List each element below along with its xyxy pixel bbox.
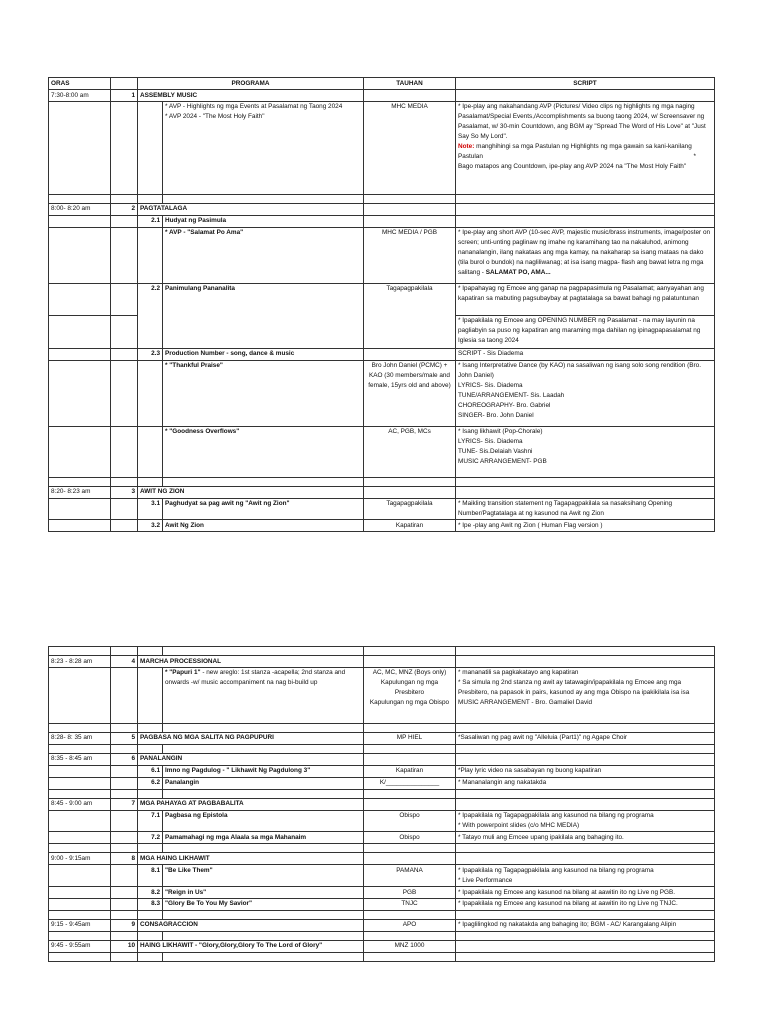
program-table-top: [48, 77, 715, 532]
script-cell: * Ipaglilingkod ng nakatakda ang bahaging ito; BGM - AC/ Karangalang Alipin: [456, 919, 715, 931]
item-number: 2: [111, 203, 138, 215]
script-cell: * Tatayo muli ang Emcee upang ipakilala ang bahaging ito.: [456, 832, 715, 844]
script-line: * Ipe-play ang nakahandang AVP (Pictures/ Video clips ng highlights ng mga naging Pasalamat/Special Events,/Accomplishments sa buong taong 2024, w/ Screensaver ng Pasalamat, w/ 30-min Countdown, ang BGM ay "Spread The Word of His Love" at "Just Say So My Lord".: [458, 103, 706, 141]
script-cell: * Ipapakilala ng Emcee ang kasunod na bilang at aawitin ito ng Live ng TNJC.: [456, 898, 715, 910]
tauhan-cell: PAMANA: [364, 865, 456, 887]
blank-row: [49, 952, 715, 961]
table-row: [49, 227, 715, 283]
script-line: * Isang Interpretative Dance (by KAO) na sasaliwan ng isang solo song rendition (Bro. John Daniel): [458, 362, 701, 380]
time-cell: 8:00- 8:20 am: [49, 203, 111, 215]
sub-title: "Glory Be To You My Savior": [163, 898, 364, 910]
table-row: [49, 832, 715, 844]
time-cell: 9:00 - 9:15am: [49, 853, 111, 865]
header-blank: [111, 78, 138, 90]
section-title: PANALANGIN: [138, 753, 364, 765]
blank-row: [49, 723, 715, 732]
tauhan-cell: MP HIEL: [364, 732, 456, 744]
sub-title: Paghudyat sa pag awit ng "Awit ng Zion": [163, 498, 364, 520]
subsection-row: [49, 348, 715, 360]
sub-number: 7.1: [138, 810, 163, 832]
program-bold: * "Papuri 1": [165, 669, 201, 677]
table-row: [49, 810, 715, 832]
sub-title: Imno ng Pagdulog - " Likhawit Ng Pagdulong 3": [163, 765, 364, 777]
item-number: 4: [111, 656, 138, 668]
section-row: [49, 940, 715, 952]
item-number: 10: [111, 940, 138, 952]
tauhan-cell: Kapatiran: [364, 520, 456, 532]
tauhan-cell: PGB: [364, 887, 456, 899]
item-number: 9: [111, 919, 138, 931]
script-bold: SALAMAT PO, AMA...: [483, 268, 551, 276]
note-label: Note:: [458, 143, 475, 151]
blank-row: [49, 844, 715, 853]
script-line: LYRICS- Sis. Diadema: [458, 438, 523, 446]
subsection-row: [49, 215, 715, 227]
header-programa: PROGRAMA: [138, 78, 364, 90]
sub-title: Production Number - song, dance & music: [163, 348, 364, 360]
tauhan-line: Kapulungan ng mga Obispo: [369, 699, 450, 707]
header-script: SCRIPT: [456, 78, 715, 90]
script-cell: [456, 426, 715, 477]
tauhan-line: Kapulungan ng mga Presbitero: [380, 679, 439, 697]
item-number: 5: [111, 732, 138, 744]
script-line: CHOREOGRAPHY- Bro. Gabriel: [458, 401, 551, 409]
script-line: * Live Performance: [458, 876, 513, 884]
section-title: AWIT NG ZION: [138, 486, 364, 498]
section-row: [49, 919, 715, 931]
header-row: [49, 78, 715, 90]
program-cell: * AVP - "Salamat Po Ama": [163, 227, 364, 283]
script-cell: [456, 227, 715, 283]
time-cell: 9:45 - 9:55am: [49, 940, 111, 952]
script-cell: * Mananalangin ang nakatakda: [456, 777, 715, 789]
script-cell: * Ipe -play ang Awit ng Zion ( Human Flag version ): [456, 520, 715, 532]
section-row: [49, 203, 715, 215]
script-cell: [456, 810, 715, 832]
blank-row: [49, 910, 715, 919]
time-cell: 8:45 - 9:00 am: [49, 798, 111, 810]
program-line: * AVP 2024 - "The Most Holy Faith": [165, 113, 265, 121]
table-row: [49, 101, 715, 194]
table-row: [49, 865, 715, 887]
sub-number: 8.1: [138, 865, 163, 887]
section-row: [49, 798, 715, 810]
section-title: ASSEMBLY MUSIC: [138, 90, 364, 102]
section-title: MGA HAING LIKHAWIT: [138, 853, 364, 865]
sub-number: 3.2: [138, 520, 163, 532]
blank-row: [49, 931, 715, 940]
program-table-bottom: [48, 646, 715, 962]
section-row: [49, 732, 715, 744]
header-tauhan: TAUHAN: [364, 78, 456, 90]
tauhan-line: AC, MC, MNZ (Boys only): [372, 669, 447, 677]
script-cell: *Sasaliwan ng pag awit ng "Alleluia (Part1)" ng Agape Choir: [456, 732, 715, 744]
tauhan-cell: K/_______________: [364, 777, 456, 789]
sub-title: Pagbasa ng Epistola: [163, 810, 364, 832]
section-row: [49, 853, 715, 865]
time-cell: 8:20- 8:23 am: [49, 486, 111, 498]
sub-number: 2.1: [138, 215, 163, 227]
sub-number: 7.2: [138, 832, 163, 844]
note-star: *: [693, 153, 696, 161]
script-line: Bago matapos ang Countdown, ipe-play ang AVP 2024 na "The Most Holy Faith": [458, 162, 687, 170]
table-row: [49, 667, 715, 723]
blank-row: [49, 194, 715, 203]
tauhan-cell: MNZ 1000: [364, 940, 456, 952]
blank-row: [49, 789, 715, 798]
script-line: MUSIC ARRANGEMENT - Bro. Gamaliel David: [458, 699, 593, 707]
program-line: * AVP - Highlights ng mga Events at Pasalamat ng Taong 2024: [165, 103, 343, 111]
tauhan-cell: Tagapagpakilala: [364, 283, 456, 348]
section-title: PAGBASA NG MGA SALITA NG PAGPUPURI: [138, 732, 364, 744]
time-cell: 8:23 - 8:28 am: [49, 656, 111, 668]
program-cell: [163, 101, 364, 194]
sub-title: "Be Like Them": [163, 865, 364, 887]
section-title: MGA PAHAYAG AT PAGBABALITA: [138, 798, 364, 810]
item-number: 8: [111, 853, 138, 865]
item-number: 7: [111, 798, 138, 810]
script-line: LYRICS- Sis. Diadema: [458, 382, 523, 390]
script-line: * Sa simula ng 2nd stanza ng awit ay tatawagin/ipapakilala ng Emcee ang mga Presbitero, na papasok in pairs, kasunod ay ang mga Obispo na ipakikilala isa isa: [458, 679, 690, 697]
section-title: CONSAGRACCION: [138, 919, 364, 931]
tauhan-cell: AC, PGB, MCs: [364, 426, 456, 477]
sub-title: "Reign in Us": [163, 887, 364, 899]
script-cell: *Play lyric video na sasabayan ng buong kapatiran: [456, 765, 715, 777]
item-number: 3: [111, 486, 138, 498]
sub-number: 8.3: [138, 898, 163, 910]
note-text: manghihingi sa mga Pastulan ng Highlights ng mga gawain sa kani-kanilang Pastulan: [458, 143, 692, 161]
script-cell: [456, 865, 715, 887]
script-cell: [456, 360, 715, 426]
sub-number: 8.2: [138, 887, 163, 899]
tauhan-cell: Kapatiran: [364, 765, 456, 777]
script-line: * mananatili sa pagkakatayo ang kapatiran: [458, 669, 579, 677]
table-row: [49, 887, 715, 899]
script-cell: * Maikling transition statement ng Tagapagpakilala sa nasaksihang Opening Number/Pagtatalaga at ng kasunod na Awit ng Zion: [456, 498, 715, 520]
table-row: [49, 898, 715, 910]
tauhan-cell: Tagapagpakilala: [364, 498, 456, 520]
tauhan-cell: [364, 667, 456, 723]
sub-title: Panimulang Pananalita: [163, 283, 364, 348]
sub-number: 2.3: [138, 348, 163, 360]
script-cell: SCRIPT - Sis Diadema: [456, 348, 715, 360]
section-row: [49, 90, 715, 102]
script-cell: [456, 101, 715, 194]
section-title: MARCHA PROCESSIONAL: [138, 656, 364, 668]
sub-title: Awit Ng Zion: [163, 520, 364, 532]
tauhan-cell: TNJC: [364, 898, 456, 910]
script-cell: [456, 667, 715, 723]
script-cell: * Ipapakilala ng Emcee ang kasunod na bilang at aawitin ito ng Live ng PGB.: [456, 887, 715, 899]
script-line: MUSIC ARRANGEMENT- PGB: [458, 457, 547, 465]
table-row: [49, 426, 715, 477]
table-row: [49, 765, 715, 777]
tauhan-cell: Bro John Daniel (PCMC) + KAO (30 members/male and female, 15yrs old and above): [364, 360, 456, 426]
section-row: [49, 486, 715, 498]
script-cell: * Ipapakilala ng Emcee ang OPENING NUMBER ng Pasalamat - na may layunin na pagliabyin sa puso ng kapatiran ang maraming mga dahilan ng ipinagpapasalamat ng Iglesia sa taong 2024: [456, 315, 715, 348]
tauhan-cell: Obispo: [364, 832, 456, 844]
time-cell: 9:15 - 9:45am: [49, 919, 111, 931]
program-cell: [163, 667, 364, 723]
blank-row: [49, 477, 715, 486]
table-row: [49, 498, 715, 520]
item-number: 1: [111, 90, 138, 102]
script-line: * With powerpoint slides (c/o MHC MEDIA): [458, 821, 580, 829]
time-cell: 8:35 - 8:45 am: [49, 753, 111, 765]
table-row: [49, 360, 715, 426]
script-cell: * Ipapahayag ng Emcee ang ganap na pagpapasimula ng Pasalamat; aanyayahan ang kapatiran sa mabuting pagsubaybay at pagtatalaga sa bawat bahagi ng palatuntunan: [456, 283, 715, 315]
script-text: * Ipe-play ang short AVP (10-sec AVP, majestic music/brass instruments, image/poster on screen; unti-unting paglinaw ng imahe ng karamihang tao na nakaluhod, animong nananalangin, ilang nakataas ang mga kamay, na nakaharap sa isang mataas na dako (tila burol o bundok) na nagliliwanag; at isa isang magpa- flash ang bawat letra ng mga salitang -: [458, 229, 711, 276]
sub-title: Hudyat ng Pasimula: [163, 215, 364, 227]
script-line: TUNE- Sis.Delaiah Vashni: [458, 448, 533, 456]
script-line: * Ipapakilala ng Tagapagpakilala ang kasunod na bilang ng programa: [458, 866, 654, 874]
section-title: PAGTATALAGA: [138, 203, 364, 215]
sub-title: Panalangin: [163, 777, 364, 789]
script-line: * Ipapakilala ng Tagapagpakilala ang kasunod na bilang ng programa: [458, 812, 654, 820]
script-line: TUNE/ARRANGEMENT- Sis. Laadah: [458, 391, 565, 399]
blank-row: [49, 647, 715, 656]
script-line: * Isang likhawit (Pop-Chorale): [458, 428, 543, 436]
tauhan-cell: MHC MEDIA / PGB: [364, 227, 456, 283]
section-row: [49, 753, 715, 765]
tauhan-cell: Obispo: [364, 810, 456, 832]
program-cell: * "Thankful Praise": [163, 360, 364, 426]
table-row: [49, 777, 715, 789]
script-line: SINGER- Bro. John Daniel: [458, 411, 534, 419]
sub-title: Pamamahagi ng mga Alaala sa mga Mahanaim: [163, 832, 364, 844]
program-cell: * "Goodness Overflows": [163, 426, 364, 477]
tauhan-cell: APO: [364, 919, 456, 931]
sub-number: 3.1: [138, 498, 163, 520]
program-text: - new areglo: 1st stanza -acapella; 2nd stanza and onwards -w/ music accompaniment na nag bi-build up: [165, 669, 346, 687]
sub-number: 6.2: [138, 777, 163, 789]
section-title: HAING LIKHAWIT - "Glory,Glory,Glory To The Lord of Glory": [138, 940, 364, 952]
tauhan-cell: MHC MEDIA: [364, 101, 456, 194]
table-row: [49, 283, 715, 315]
time-cell: 7:30-8:00 am: [49, 90, 111, 102]
table-row: [49, 520, 715, 532]
sub-number: 2.2: [138, 283, 163, 348]
sub-number: 6.1: [138, 765, 163, 777]
section-row: [49, 656, 715, 668]
script-note: [458, 142, 712, 162]
blank-row: [49, 744, 715, 753]
header-oras: ORAS: [49, 78, 111, 90]
time-cell: 8:28- 8: 35 am: [49, 732, 111, 744]
item-number: 6: [111, 753, 138, 765]
